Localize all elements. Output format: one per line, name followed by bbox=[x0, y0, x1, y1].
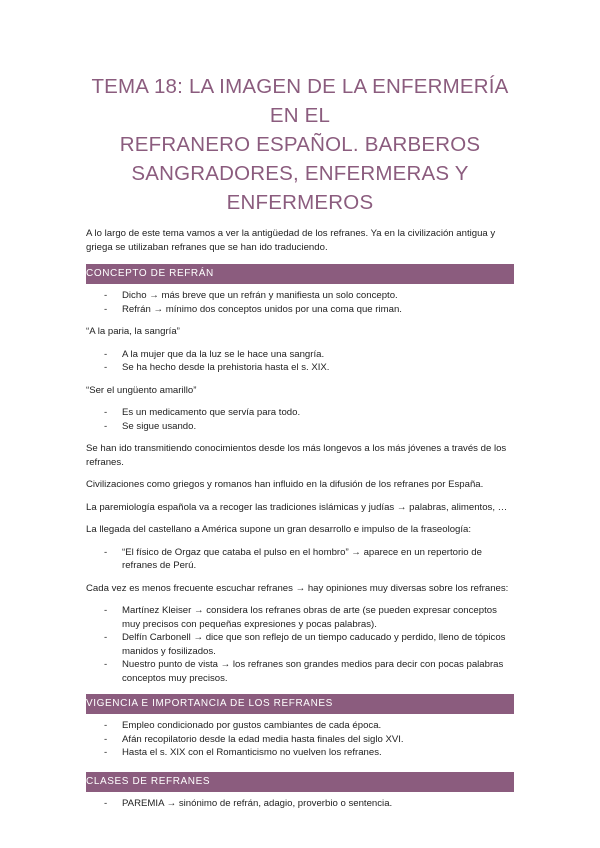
intro-paragraph: A lo largo de este tema vamos a ver la antigüedad de los refranes. Ya en la civilización antigua y griega se utilizaban refranes que se han ido traduciendo. bbox=[86, 228, 496, 253]
section-heading-label: CLASES DE REFRANES bbox=[86, 775, 211, 787]
quote-paragraph: “Ser el ungüento amarillo” bbox=[86, 384, 197, 396]
body-paragraph: Cada vez es menos frecuente escuchar refranes → hay opiniones muy diversas sobre los refranes: bbox=[86, 582, 509, 594]
body-paragraph: La paremiología española va a recoger las tradiciones islámicas y judías → palabras, alimentos, … bbox=[86, 501, 508, 513]
list-item: - Empleo condicionado por gustos cambiantes de cada época. bbox=[104, 720, 382, 731]
para4-list bbox=[86, 546, 514, 573]
list-item: - Afán recopilatorio desde la edad media hasta finales del siglo XVI. bbox=[104, 733, 404, 745]
list-item: - A la mujer que da la luz se le hace una sangría. bbox=[104, 348, 325, 360]
list-item: - Nuestro punto de vista → los refranes son grandes medios para decir con pocas palabras conceptos muy precisos. bbox=[104, 659, 504, 684]
page-title bbox=[86, 72, 514, 217]
list-item: - Hasta el s. XIX con el Romanticismo no vuelven los refranes. bbox=[104, 747, 382, 758]
list-item: - Se sigue usando. bbox=[104, 420, 197, 432]
title-line-2: REFRANERO ESPAÑOL. BARBEROS bbox=[119, 133, 481, 156]
section-heading-concepto bbox=[86, 264, 514, 284]
list-item: - Martínez Kleiser → considera los refranes obras de arte (se pueden expresar conceptos muy precisos con pequeñas expresiones y pocas palabras). bbox=[104, 605, 497, 630]
para5-list bbox=[86, 604, 514, 685]
body-paragraph: La llegada del castellano a América supone un gran desarrollo e impulso de la fraseología: bbox=[86, 524, 472, 535]
list-item: - “El físico de Orgaz que cataba el pulso en el hombro” → aparece en un repertorio de refranes de Perú. bbox=[104, 546, 482, 571]
list-item: - PAREMIA → sinónimo de refrán, adagio, proverbio o sentencia. bbox=[104, 797, 393, 809]
title-line-3: SANGRADORES, ENFERMERAS Y ENFERMEROS bbox=[131, 162, 469, 214]
title-line-1: TEMA 18: LA IMAGEN DE LA ENFERMERÍA EN EL bbox=[91, 75, 509, 127]
list-item: - Es un medicamento que servía para todo. bbox=[104, 407, 301, 418]
quote2-list bbox=[86, 406, 514, 433]
body-paragraph: Civilizaciones como griegos y romanos han influido en la difusión de los refranes por España. bbox=[86, 479, 484, 490]
quote-paragraph: “A la paria, la sangría” bbox=[86, 326, 180, 337]
vigencia-list bbox=[86, 719, 514, 760]
section-heading-label: VIGENCIA E IMPORTANCIA DE LOS REFRANES bbox=[86, 698, 333, 709]
list-item: - Dicho → más breve que un refrán y manifiesta un solo concepto. bbox=[104, 290, 398, 301]
clases-list bbox=[86, 797, 514, 811]
list-item: - Refrán → mínimo dos conceptos unidos por una coma que riman. bbox=[104, 303, 402, 315]
body-paragraph: Se han ido transmitiendo conocimientos desde los más longevos a los más jóvenes a través de los refranes. bbox=[86, 443, 507, 468]
list-item: - Se ha hecho desde la prehistoria hasta el s. XIX. bbox=[104, 362, 330, 373]
list-item: - Delfín Carbonell → dice que son reflejo de un tiempo caducado y perdido, lleno de tópicos manidos y fosilizados. bbox=[104, 632, 506, 657]
section-heading-clases bbox=[86, 772, 514, 792]
concepto-list bbox=[86, 289, 514, 316]
section-heading-vigencia bbox=[86, 694, 514, 714]
section-heading-label: CONCEPTO DE REFRÁN bbox=[86, 268, 214, 279]
quote1-list bbox=[86, 348, 514, 375]
